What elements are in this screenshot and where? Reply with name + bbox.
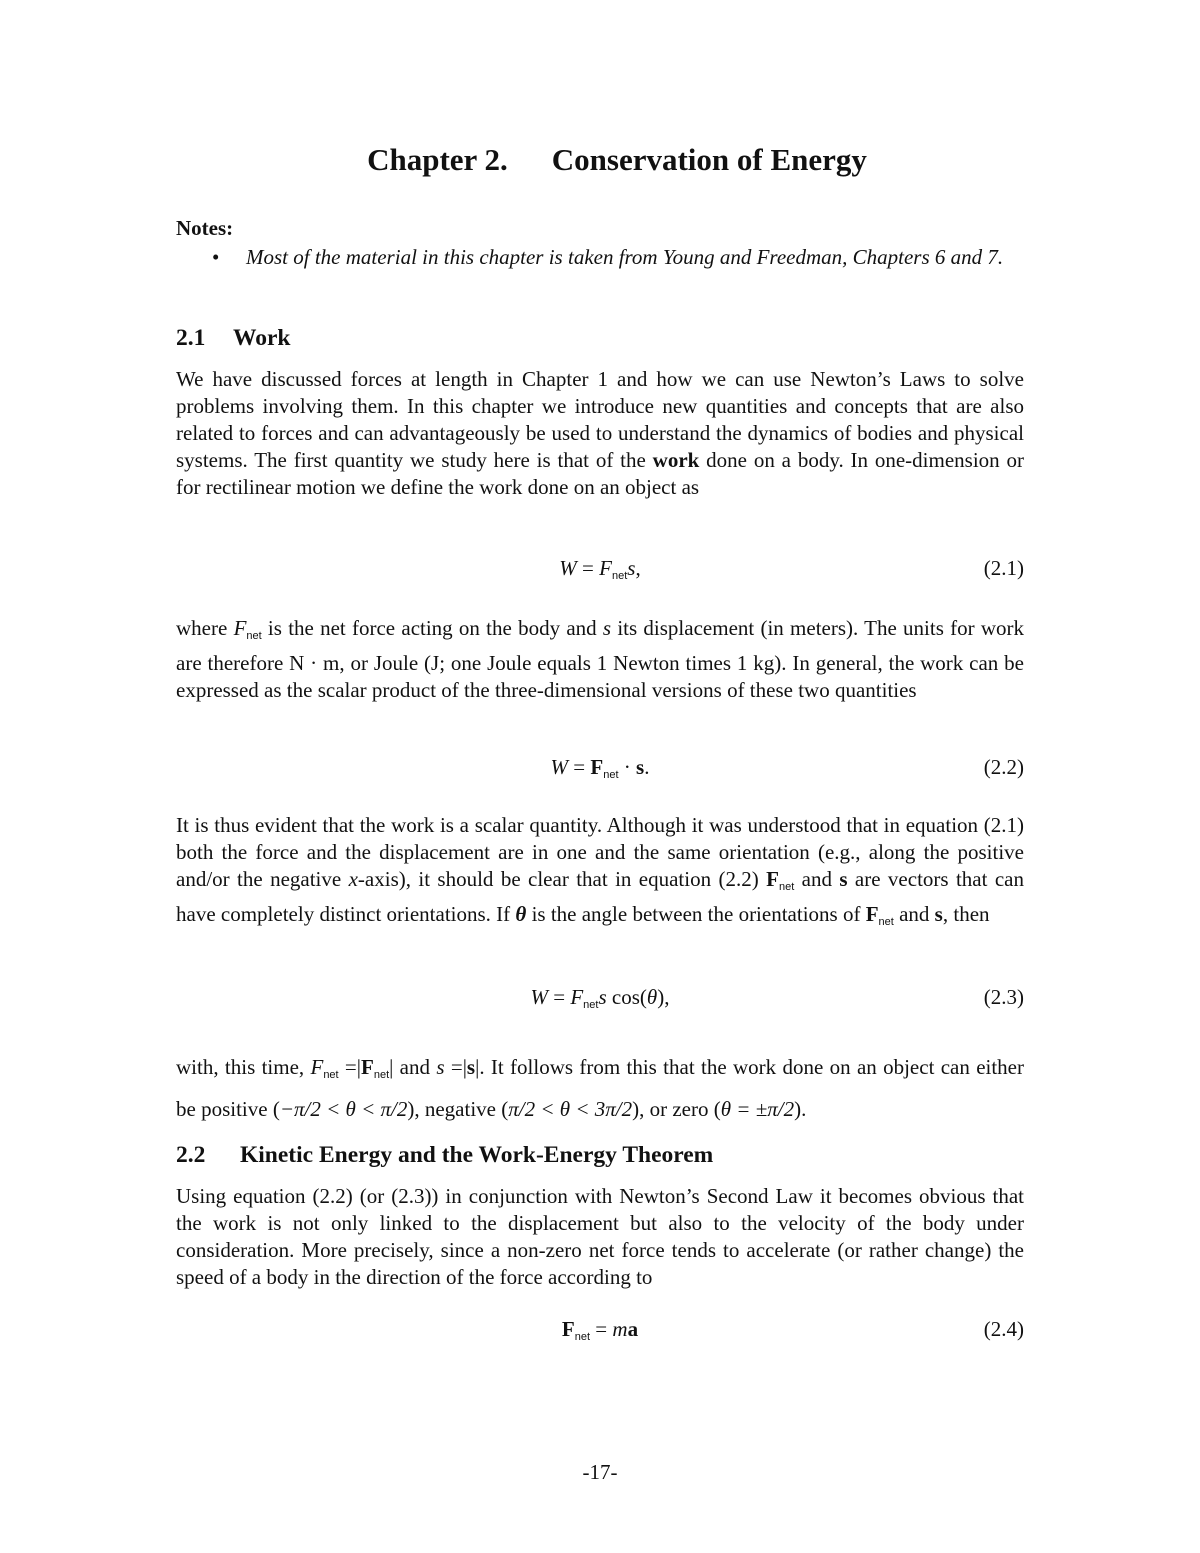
sym: F [865, 902, 879, 926]
equation-2-1 [176, 556, 1024, 588]
sym: F [599, 556, 612, 580]
sym: s [436, 1055, 445, 1079]
sym: F [766, 867, 779, 891]
text-run: ), negative ( [407, 1097, 509, 1121]
sym: | [475, 1055, 480, 1079]
paragraph-scalar [176, 812, 1024, 936]
text-run: done on a body. In one-dimension or for rectilinear motion we define the work done on an object as [176, 448, 1025, 499]
sym: s [636, 755, 645, 779]
sym: net [603, 769, 619, 781]
inequality: θ = ±π/2 [720, 1097, 795, 1121]
text-run: where [176, 616, 234, 640]
sym: ( [639, 985, 647, 1009]
text-run: It is thus evident that the work is a scalar quantity. Although it was understood that in equation (2.1) both the force and the displacement are in one and the same orientation (e.g., along the positive and/or the negative [176, 813, 1024, 891]
equation-2-3 [176, 985, 1024, 1017]
section-number: 2.2 [176, 1142, 206, 1168]
sym: net [323, 1069, 339, 1081]
page-number: -17- [582, 1460, 618, 1484]
sym: a [627, 1317, 639, 1341]
sym: F [361, 1055, 374, 1079]
sym: s [839, 867, 848, 891]
sym: = [338, 1055, 357, 1079]
inequality: −π/2 < θ < π/2 [279, 1097, 408, 1121]
sym: F [310, 1055, 324, 1079]
bold-term: work [652, 448, 700, 472]
notes-label: Notes: [176, 216, 234, 240]
text-run: its displacement (in meters). The units for work are therefore [176, 616, 1025, 675]
text-run: ), or zero ( [632, 1097, 721, 1121]
equation-expression [176, 755, 1024, 781]
chapter-label: Chapter 2. [367, 142, 508, 177]
sym: , [664, 985, 670, 1009]
paragraph-newton-second-law: Using equation (2.2) (or (2.3)) in conjunction with Newton’s Second Law it becomes obvious that the work is not only linked to the displacement but also to the velocity of the body under consideration. More precisely, since a non-zero net force tends to accelerate (or rather change) the speed of a body in the direction of the force according to [176, 1184, 1024, 1289]
sym: , [635, 556, 641, 580]
sym: F [590, 755, 604, 779]
equation-2-2 [176, 755, 1024, 787]
equation-expression [176, 985, 1024, 1011]
text-run: ; one Joule equals 1 Newton times 1 kg). In general, the work can be expressed as the scalar product of the three-dimensional versions of these two quantities [176, 651, 1024, 702]
text-run: is the angle between the orientations of [526, 902, 866, 926]
equation-number: (2.2) [983, 755, 1024, 779]
text-run: , then [942, 902, 990, 926]
sym: x [348, 867, 358, 891]
section-heading-kinetic-energy [176, 1142, 713, 1169]
text-run: and [393, 1055, 437, 1079]
sym: F [570, 985, 584, 1009]
text-run: , or Joule ( [339, 651, 432, 675]
text-run: are vectors that can have completely distinct orientations. If [176, 867, 1024, 926]
paragraph-units [176, 615, 1024, 704]
section-title: Work [233, 325, 291, 351]
text-run: is the net force acting on the body and [261, 616, 603, 640]
equation-expression [176, 1317, 1024, 1343]
equation-2-4 [176, 1317, 1024, 1349]
paragraph-work-intro [176, 366, 1024, 501]
bullet-icon: • [212, 245, 220, 269]
text-run: -axis), it should be clear that in equation (2.2) [357, 867, 767, 891]
note-text: Most of the material in this chapter is taken from Young and Freedman, Chapters 6 and 7. [246, 245, 1004, 269]
sym: W [559, 556, 577, 580]
sym: s [627, 556, 636, 580]
paragraph-sign-of-work [176, 1050, 1024, 1126]
chapter-name: Conservation of Energy [551, 142, 867, 177]
sym: = [576, 556, 600, 580]
text-run: with, this time, [176, 1055, 311, 1079]
section-title: Kinetic Energy and the Work-Energy Theorem [240, 1142, 714, 1168]
sym: J [431, 651, 440, 675]
sym: = [590, 1317, 613, 1341]
section-number: 2.1 [176, 325, 206, 351]
inequality: π/2 < θ < 3π/2 [508, 1097, 633, 1121]
sym: net [373, 1069, 390, 1081]
text-run: and [794, 867, 840, 891]
sym: ) [657, 985, 665, 1009]
sym: net [246, 630, 262, 642]
sym: s [602, 616, 612, 640]
sym: = [548, 985, 571, 1009]
text-run: We have discussed forces at length in Chapter 1 and how we can use Newton’s Laws to solve problems involving them. In this chapter we introduce new quantities and concepts that are also related to forces and can advantageously be used to understand the dynamics of bodies and physical systems. The first quantity we study here is that of the [176, 367, 1024, 472]
sym: | [462, 1055, 467, 1079]
sym: s [466, 1055, 476, 1079]
sym: F [233, 616, 247, 640]
sym: s [934, 902, 943, 926]
sym: N · m [289, 651, 340, 675]
text-run: . It follows from this that the work done on an object can either be positive ( [176, 1055, 1024, 1121]
equation-expression [176, 556, 1024, 582]
sym: | [389, 1055, 394, 1079]
sym: · [618, 755, 637, 779]
sym: s [598, 985, 607, 1009]
sym: cos [606, 985, 640, 1009]
sym: F [561, 1317, 575, 1341]
sym: net [778, 881, 795, 893]
sym: W [530, 985, 548, 1009]
sym: = [568, 755, 591, 779]
sym: θ [515, 902, 527, 926]
sym: . [644, 755, 650, 779]
sym: net [583, 999, 599, 1011]
text-run: and [893, 902, 935, 926]
sym: m [612, 1317, 628, 1341]
sym: net [611, 570, 628, 582]
equation-number: (2.4) [983, 1317, 1024, 1341]
sym: θ [646, 985, 658, 1009]
text-run: ). [794, 1097, 807, 1121]
equation-number: (2.1) [983, 556, 1024, 580]
sym: W [550, 755, 569, 779]
equation-number: (2.3) [983, 985, 1024, 1009]
chapter-title [0, 142, 1200, 178]
sym: = [444, 1055, 463, 1079]
sym: | [356, 1055, 361, 1079]
sym: net [574, 1331, 591, 1343]
section-heading-work [176, 325, 290, 352]
sym: net [878, 916, 894, 928]
